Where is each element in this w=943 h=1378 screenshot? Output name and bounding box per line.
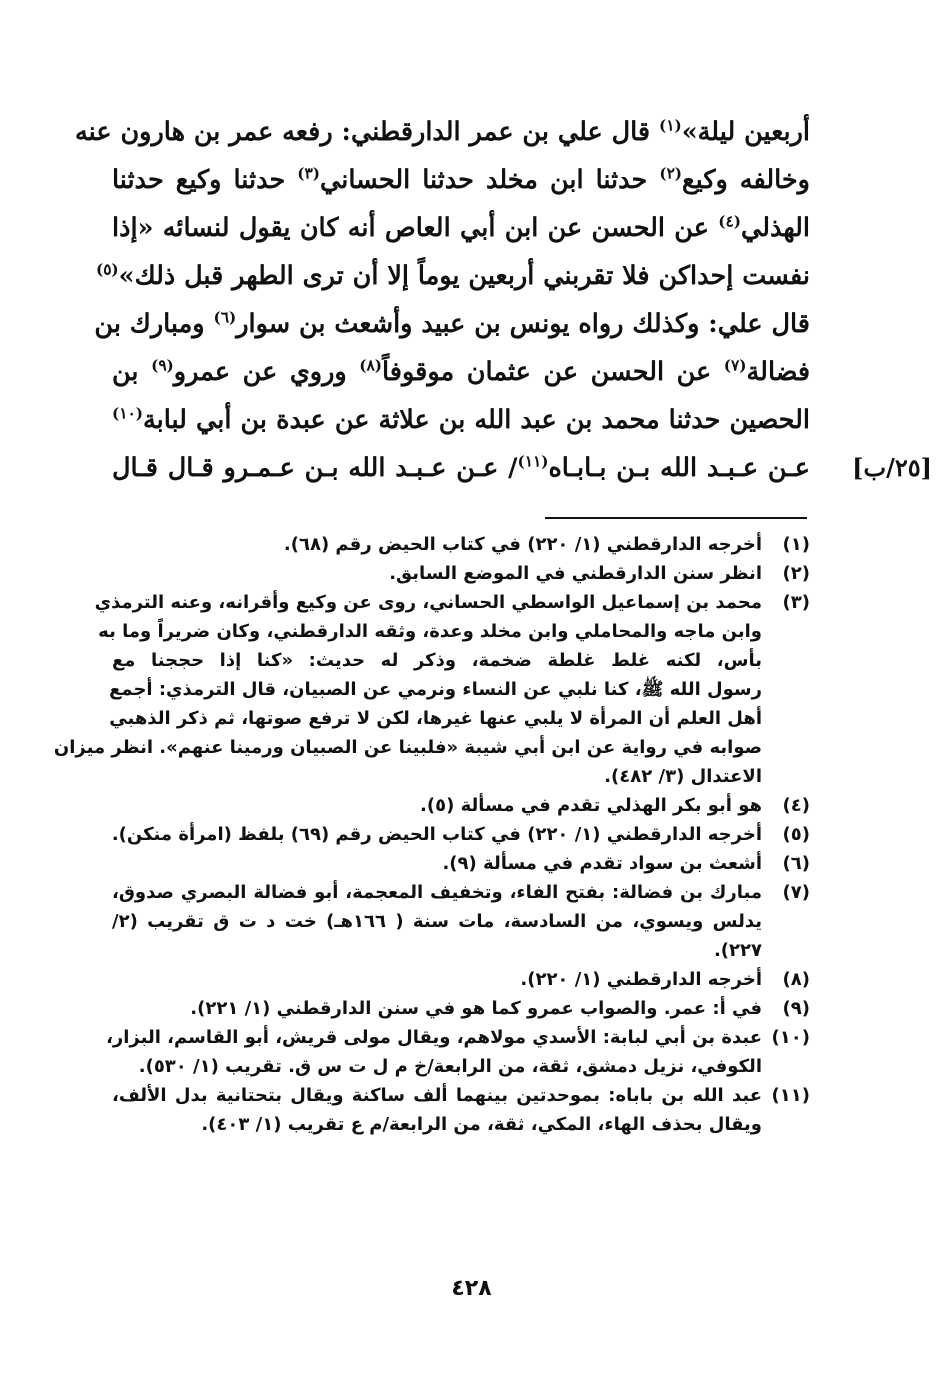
footnote-text — [53, 588, 762, 791]
footnote-entry — [106, 1023, 810, 1081]
footnote-line: أخرجه الدارقطني (١/ ٢٢٠) في كتاب الحيض رقم (٦٨). — [283, 534, 762, 555]
footnote-line: رسول الله ﷺ، كنا نلبي عن النساء ونرمي عن الصبيان، قال الترمذي: أجمع — [109, 679, 762, 700]
footnote-number: (٤) — [782, 795, 810, 816]
footnote-number: (٩) — [782, 998, 810, 1019]
footnote-line: وابن ماجه والمحاملي وابن مخلد وعدة، وثقه الدارقطني، وكان ضريراً وما به — [98, 621, 762, 642]
main-text-line: عـن عـبـد الله بـن بـابـاه$^{(١١)}$/ عـن عـبـد الله بـن عـمـرو قـال قـال — [112, 452, 811, 483]
footnote-line: انظر سنن الدارقطني في الموضع السابق. — [389, 563, 762, 584]
footnote-entry — [112, 849, 810, 878]
footnote-text — [112, 559, 762, 588]
footnote-entry — [112, 878, 810, 965]
footnote-line: صوابه في رواية عن ابن أبي شيبة «فلبينا عن الصبيان ورمينا عنهم». انظر ميزان — [53, 737, 762, 758]
footnote-text — [112, 965, 762, 994]
main-text-block — [74, 108, 811, 492]
footnote-number: (٦) — [782, 853, 810, 874]
main-text-line: قال علي: وكذلك رواه يونس بن عبيد وأشعث بن سوار$^{(٦)}$ ومبارك بن — [94, 308, 810, 339]
footnote-line: عبد الله بن باباه: بموحدتين بينهما ألف ساكنة ويقال بتحتانية بدل الألف، — [112, 1085, 762, 1106]
footnote-line: محمد بن إسماعيل الواسطي الحساني، روى عن وكيع وأقرانه، وعنه الترمذي — [94, 592, 762, 613]
footnote-number: (١) — [782, 534, 810, 555]
footnote-number: (١١) — [771, 1085, 810, 1106]
manuscript-folio-marker: [٢٥/ب] — [852, 453, 932, 482]
footnote-number: (٣) — [782, 592, 810, 613]
main-text-line: فضالة$^{(٧)}$ عن الحسن عن عثمان موقوفاً$^{(٨)}$ وروي عن عمرو$^{(٩)}$ بن — [112, 356, 811, 387]
footnote-number: (٢) — [782, 563, 810, 584]
footnote-text — [112, 820, 762, 849]
footnote-line: هو أبو بكر الهذلي تقدم في مسألة (٥). — [420, 795, 762, 816]
footnote-text — [112, 791, 762, 820]
footnote-entry — [112, 965, 810, 994]
footnote-line: في أ: عمر. والصواب عمرو كما هو في سنن الدارقطني (١/ ٢٢١). — [190, 998, 762, 1019]
footnote-text — [112, 1081, 762, 1139]
footnote-entry — [112, 791, 810, 820]
footnote-separator-rule — [545, 517, 807, 519]
footnote-line: الكوفي، نزيل دمشق، ثقة، من الرابعة/خ م ل ت س ق. تقريب (١/ ٥٣٠). — [138, 1056, 762, 1077]
footnote-line: أخرجه الدارقطني (١/ ٢٢٠) في كتاب الحيض رقم (٦٩) بلفظ (امرأة منكن). — [111, 824, 762, 845]
footnotes-section — [53, 530, 810, 1139]
footnote-entry — [53, 588, 810, 791]
main-text-line: الحصين حدثنا محمد بن عبد الله بن علاثة عن عبدة بن أبي لبابة$^{(١٠)}$ — [112, 404, 810, 435]
footnote-line: أخرجه الدارقطني (١/ ٢٢٠). — [520, 969, 762, 990]
footnote-text — [112, 849, 762, 878]
footnote-number: (٧) — [782, 882, 810, 903]
footnote-line: ويقال بحذف الهاء، المكي، ثقة، من الرابعة/م ع تقريب (١/ ٤٠٣). — [201, 1114, 762, 1135]
footnote-line: أشعث بن سواد تقدم في مسألة (٩). — [442, 853, 762, 874]
footnote-entry — [112, 1081, 810, 1139]
footnote-text — [112, 530, 762, 559]
footnote-entry — [112, 530, 810, 559]
footnote-entry — [112, 820, 810, 849]
footnote-number: (٨) — [782, 969, 810, 990]
footnote-line: يدلس ويسوي، من السادسة، مات سنة ( ١٦٦هـ) خت د ت ق تقريب (٢/ — [112, 911, 762, 932]
footnote-line: الاعتدال (٣/ ٤٨٢). — [604, 766, 762, 787]
footnote-number: (٥) — [782, 824, 810, 845]
footnote-line: مبارك بن فضالة: بفتح الفاء، وتخفيف المعجمة، أبو فضالة البصري صدوق، — [112, 882, 762, 903]
footnote-line: عبدة بن أبي لبابة: الأسدي مولاهم، ويقال مولى قريش، أبو القاسم، البزار، — [106, 1027, 762, 1048]
footnote-entry — [112, 994, 810, 1023]
footnote-entry — [112, 559, 810, 588]
footnote-line: بأس، لكنه غلط غلطة ضخمة، وذكر له حديث: «كنا إذا حججنا مع — [112, 650, 762, 671]
main-text-line: نفست إحداكن فلا تقربني أربعين يوماً إلا أن ترى الطهر قبل ذلك»$^{(٥)}$ — [95, 260, 810, 291]
main-text-line: الهذلي$^{(٤)}$ عن الحسن عن ابن أبي العاص أنه كان يقول لنسائه «إذا — [112, 212, 810, 243]
footnote-line: ٢٢٧). — [713, 940, 762, 961]
footnote-number: (١٠) — [771, 1027, 810, 1048]
footnote-line: أهل العلم أن المرأة لا يلبي عنها غيرها، لكن لا ترفع صوتها، ثم ذكر الذهبي — [109, 708, 762, 729]
footnote-text — [112, 878, 762, 965]
main-text-line: وخالفه وكيع$^{(٢)}$ حدثنا ابن مخلد حدثنا الحساني$^{(٣)}$ حدثنا وكيع حدثنا — [112, 164, 810, 195]
page-number: ٤٢٨ — [451, 1276, 492, 1301]
footnote-text — [106, 1023, 762, 1081]
footnote-text — [112, 994, 762, 1023]
main-text-line: أربعين ليلة»$^{(١)}$ قال علي بن عمر الدارقطني: رفعه عمر بن هارون عنه — [74, 116, 810, 147]
